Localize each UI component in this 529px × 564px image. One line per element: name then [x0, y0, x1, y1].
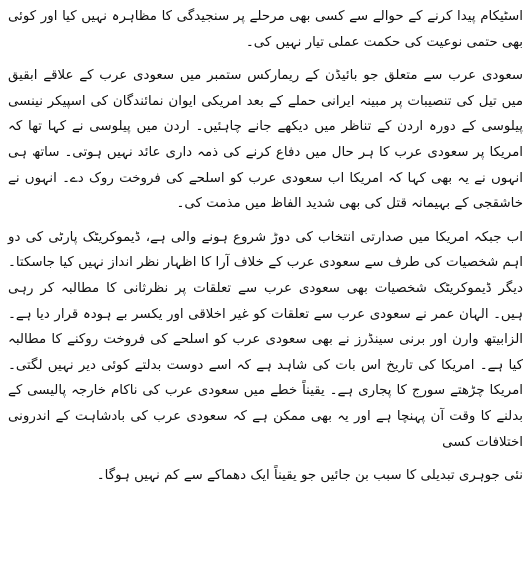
article-paragraph-4: نئی جوہری تبدیلی کا سبب بن جائیں جو یقیناً ایک دھماکے سے کم نہیں ہوگا۔ [96, 468, 523, 484]
article-paragraph-3: اب جبکہ امریکا میں صدارتی انتخاب کی دوڑ شروع ہونے والی ہے، ڈیموکریٹک پارٹی کی دو اہم شخصیات کی طرف سے سعودی عرب کے خلاف آرا کا اظہار نظر انداز نہیں کیا جاسکتا۔ دیگر ڈیموکریٹک شخصیات بھی سعودی عرب سے تعلقات پر نظرثانی کا مطالبہ کر رہی ہیں۔ الہان عمر نے سعودی عرب سے تعلقات کو غیر اخلاقی اور یکسر بے ہودہ قرار دیا ہے۔ الزابیتھ وارن اور برنی سینڈرز نے بھی سعودی عرب کو اسلحے کی فروخت روکنے کا مطالبہ کیا ہے۔ امریکا کی تاریخ اس بات کی شاہد ہے کہ اسے دوست بدلتے کوئی دیر نہیں لگتی۔ امریکا چڑھتے سورج کا پجاری ہے۔ یقیناً خطے میں سعودی عرب کی ناکام خارجہ پالیسی کے بدلنے کا وقت آن پہنچا ہے اور یہ بھی ممکن ہے کہ سعودی عرب کی بادشاہت کے اندرونی اختلافات کسی [8, 229, 523, 450]
article-paragraph-2: سعودی عرب سے متعلق جو بائیڈن کے ریمارکس ستمبر میں سعودی عرب کے علاقے ابقیق میں تیل کی تنصیبات پر مبینہ ایرانی حملے کے بعد امریکی ایوان نمائندگان کی اسپیکر نینسی پیلوسی کے دورہ اردن کے تناظر میں دیکھے جانے چاہئیں۔ اردن میں پیلوسی نے کہا تھا کہ امریکا پر سعودی عرب کا ہر حال میں دفاع کرنے کی ذمہ داری عائد نہیں ہوتی۔ ساتھ ہی انہوں نے یہ بھی کہا کہ امریکا اب سعودی عرب کو اسلحے کی فروخت روک دے۔ انہوں نے خاشقجی کے بہیمانہ قتل کی بھی شدید الفاظ میں مذمت کی۔ [8, 68, 523, 212]
article-paragraph-1: اسٹیکام پیدا کرنے کے حوالے سے کسی بھی مرحلے پر سنجیدگی کا مظاہرہ نہیں کیا اور کوئی بھی حتمی نوعیت کی حکمت عملی تیار نہیں کی۔ [8, 9, 523, 50]
